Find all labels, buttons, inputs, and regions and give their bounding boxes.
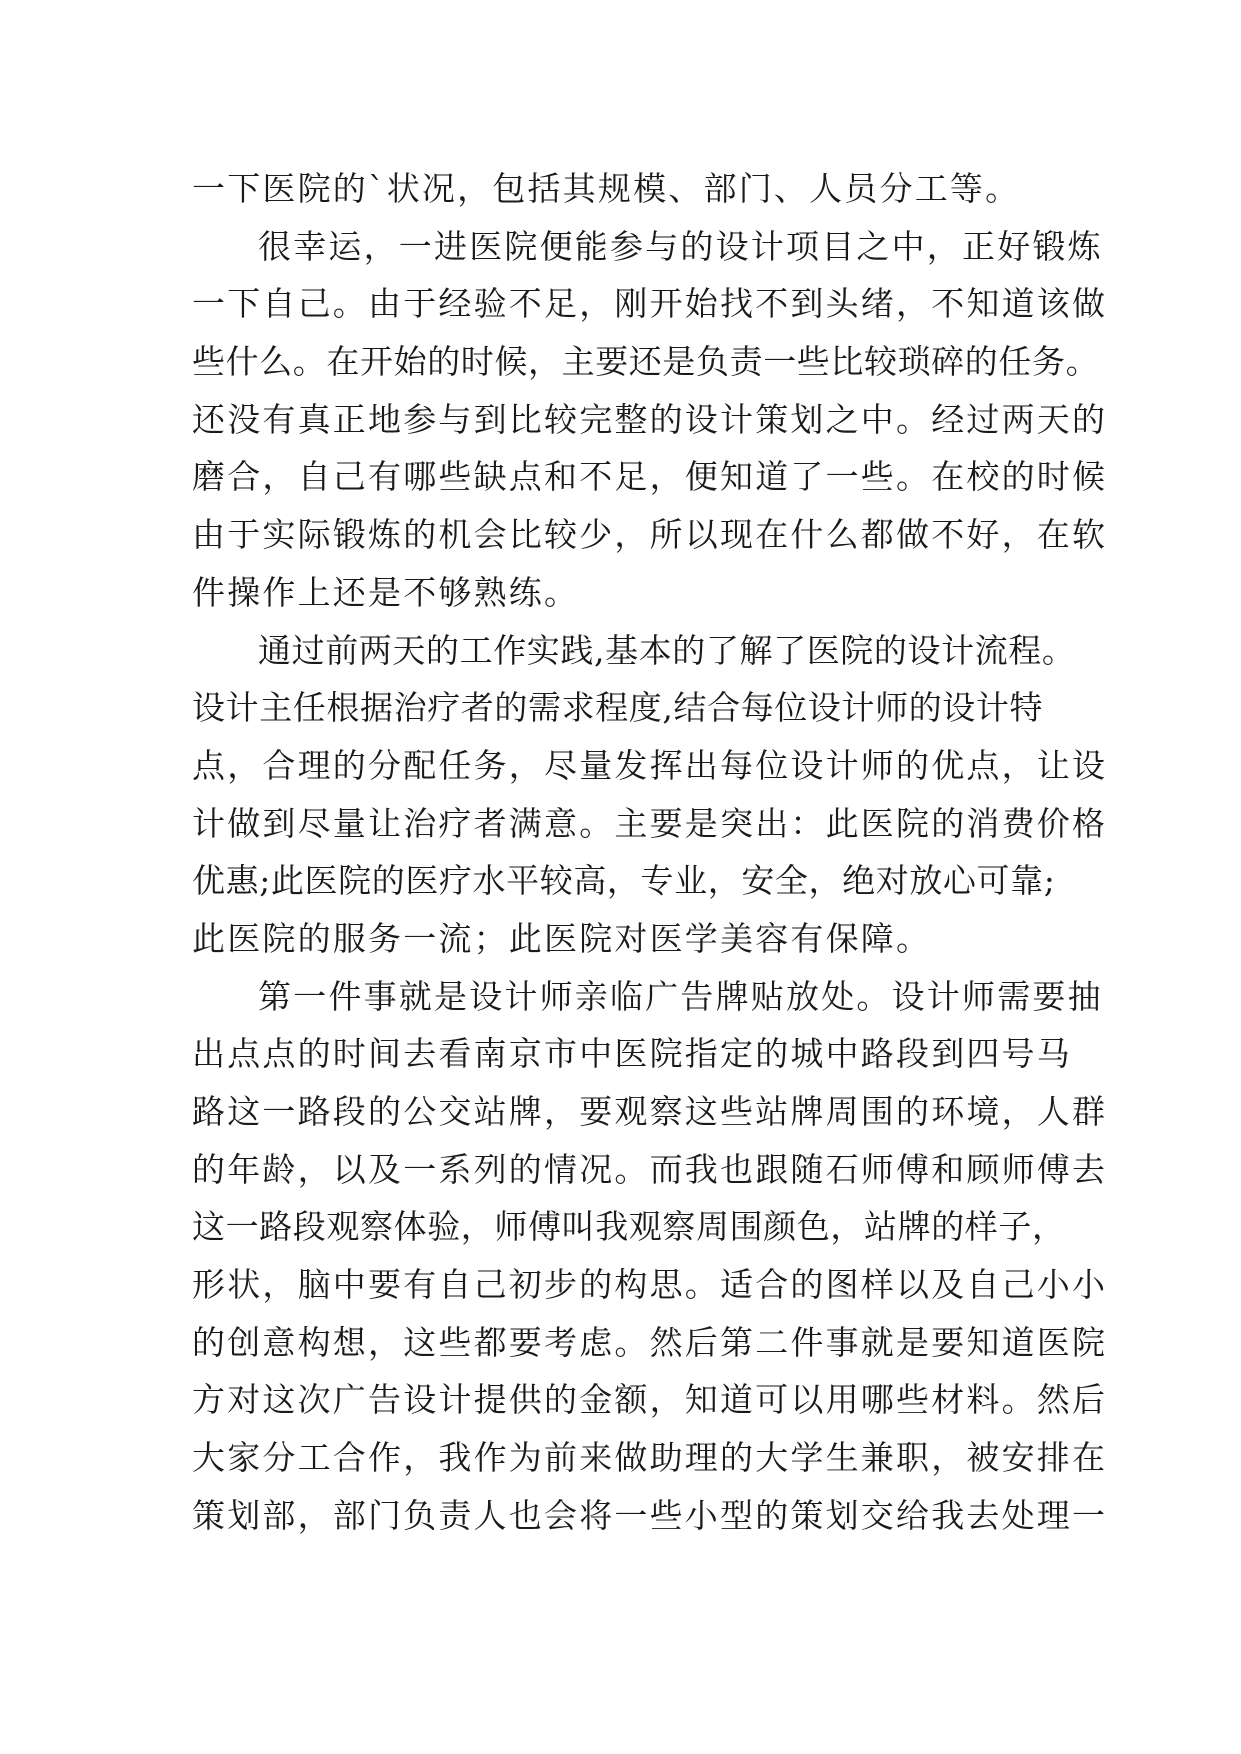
text-line: 设计主任根据治疗者的需求程度,结合每位设计师的设计特 [192, 688, 1044, 728]
text-line: 还没有真正地参与到比较完整的设计策划之中。经过两天的 [192, 399, 1108, 439]
text-line: 出点点的时间去看南京市中医院指定的城中路段到四号马 [192, 1034, 1072, 1074]
paragraph-start-line: 很幸运，一进医院便能参与的设计项目之中，正好锻炼 [258, 226, 1103, 266]
text-line: 一下医院的`状况，包括其规模、部门、人员分工等。 [192, 169, 1021, 208]
text-line: 这一路段观察体验，师傅叫我观察周围颜色，站牌的样子， [192, 1207, 1066, 1247]
text-line: 点，合理的分配任务，尽量发挥出每位设计师的优点，让设 [192, 745, 1108, 785]
text-line: 路这一路段的公交站牌，要观察这些站牌周围的环境，人群 [192, 1092, 1108, 1131]
text-line: 计做到尽量让治疗者满意。主要是突出：此医院的消费价格 [192, 803, 1108, 843]
text-line: 策划部，部门负责人也会将一些小型的策划交给我去处理一 [192, 1495, 1108, 1535]
text-line: 的年龄，以及一系列的情况。而我也跟随石师傅和顾师傅去 [192, 1149, 1108, 1189]
paragraph-start-line: 第一件事就是设计师亲临广告牌贴放处。设计师需要抽 [258, 976, 1103, 1016]
text-line: 些什么。在开始的时候，主要还是负责一些比较琐碎的任务。 [192, 342, 1100, 382]
text-line: 优惠;此医院的医疗水平较高，专业，安全，绝对放心可靠; [192, 861, 1056, 901]
text-line: 件操作上还是不够熟练。 [192, 572, 580, 612]
text-line: 的创意构想，这些都要考虑。然后第二件事就是要知道医院 [192, 1322, 1108, 1362]
text-line: 大家分工合作，我作为前来做助理的大学生兼职，被安排在 [192, 1438, 1108, 1478]
text-line: 由于实际锻炼的机会比较少，所以现在什么都做不好，在软 [192, 515, 1108, 555]
text-line: 形状，脑中要有自己初步的构思。适合的图样以及自己小小 [192, 1265, 1108, 1305]
text-line: 磨合，自己有哪些缺点和不足，便知道了一些。在校的时候 [192, 457, 1108, 497]
text-line: 方对这次广告设计提供的金额，知道可以用哪些材料。然后 [192, 1380, 1108, 1420]
text-line: 一下自己。由于经验不足，刚开始找不到头绪，不知道该做 [192, 284, 1108, 324]
paragraph-start-line: 通过前两天的工作实践,基本的了解了医院的设计流程。 [258, 630, 1076, 670]
text-line: 此医院的服务一流；此医院对医学美容有保障。 [192, 918, 932, 958]
body-text [192, 160, 1108, 1545]
